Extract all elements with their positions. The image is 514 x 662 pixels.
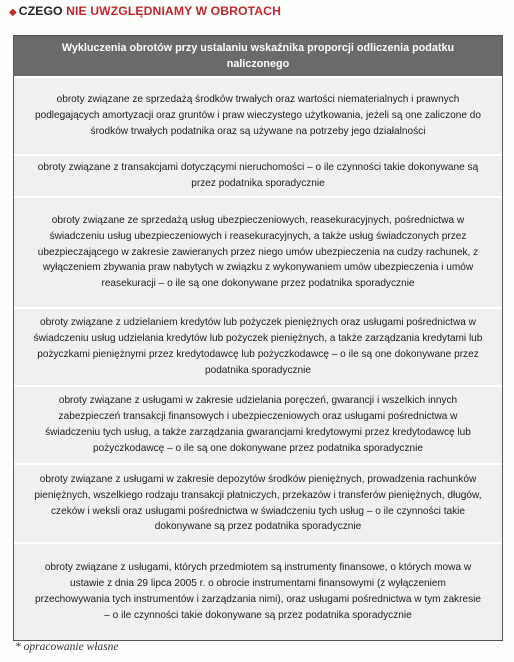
- row-text: obroty związane ze sprzedażą środków trwałych oraz wartości niematerialnych i prawnych podlegających amortyzacji oraz gruntów i praw wieczystego użytkowania, jeżeli są one zaliczone do środków trwałych podatnika oraz są używane na potrzeby jego działalności: [34, 94, 482, 137]
- section-heading: [9, 4, 281, 18]
- table-row: [14, 78, 502, 156]
- exclusions-table: [13, 35, 503, 641]
- table-row: [14, 156, 502, 198]
- table-row: [14, 465, 502, 544]
- table-row: [14, 309, 502, 387]
- row-text: obroty związane z transakcjami dotyczącymi nieruchomości – o ile czynności takie dokonywane są przez podatnika sporadycznie: [37, 162, 479, 189]
- table-row: [14, 544, 502, 640]
- row-text: obroty związane ze sprzedażą usług ubezpieczeniowych, reasekuracyjnych, pośrednictwa w świadczeniu usług ubezpieczeniowych i reasekuracyjnych, a także usług świadczonych przez ubezpieczającego w zakresie zawieranych przez niego umów ubezpieczenia na cudzy rachunek, z wyłączeniem zbywania praw nabytych w związku z wykonywaniem umów ubezpieczenia i umów reasekuracji – o ile są one dokonywane przez podatnika sporadycznie: [37, 215, 479, 290]
- footnote: * opracowanie własne: [15, 641, 119, 653]
- row-text: obroty związane z usługami, których przedmiotem są instrumenty finansowe, o których mowa w ustawie z dnia 29 lipca 2005 r. o obrocie instrumentami finansowymi (z wyłączeniem przechowywania tych instrumentów i zarządzania nimi), oraz usługami pośrednictwa w tym zakresie – o ile czynności takie dokonywane są przez podatnika sporadycznie: [35, 562, 481, 621]
- row-text: obroty związane z usługami w zakresie udzielania poręczeń, gwarancji i wszelkich innych zabezpieczeń transakcji finansowych i ubezpieczeniowych oraz usługami pośrednictwa w świadczeniu tych usług, a także zarządzania gwarancjami kredytowymi przez kredytodawcę lub pożyczkodawcę – o ile są one dokonywane przez podatnika sporadycznie: [45, 395, 471, 454]
- diamond-icon: ◆: [9, 7, 17, 18]
- row-text: obroty związane z udzielaniem kredytów lub pożyczek pieniężnych oraz usługami pośrednictwa w świadczeniu usług udzielania kredytów lub pożyczek pieniężnych, a także zarządzania kredytami lub pożyczkami pieniężnymi przez kredytodawcę lub pożyczkodawcę – o ile są one dokonywane przez podatnika sporadycznie: [33, 317, 483, 376]
- table-row: [14, 387, 502, 465]
- row-text: obroty związane z usługami w zakresie depozytów środków pieniężnych, prowadzenia rachunków pieniężnych, wszelkiego rodzaju transakcji płatniczych, przekazów i transferów pieniężnych, długów, czeków i weksli oraz usługami pośrednictwa w świadczeniu tych usług – o ile czynności takie dokonywane są przez podatnika sporadycznie: [34, 473, 482, 533]
- table-header-text: Wykluczenia obrotów przy ustalaniu wskaźnika proporcji odliczenia podatku naliczonego: [61, 42, 455, 70]
- table-header: [14, 36, 502, 78]
- heading-lead: CZEGO: [18, 4, 63, 18]
- heading-accent: NIE UWZGLĘDNIAMY W OBROTACH: [66, 4, 281, 18]
- table-row: [14, 198, 502, 309]
